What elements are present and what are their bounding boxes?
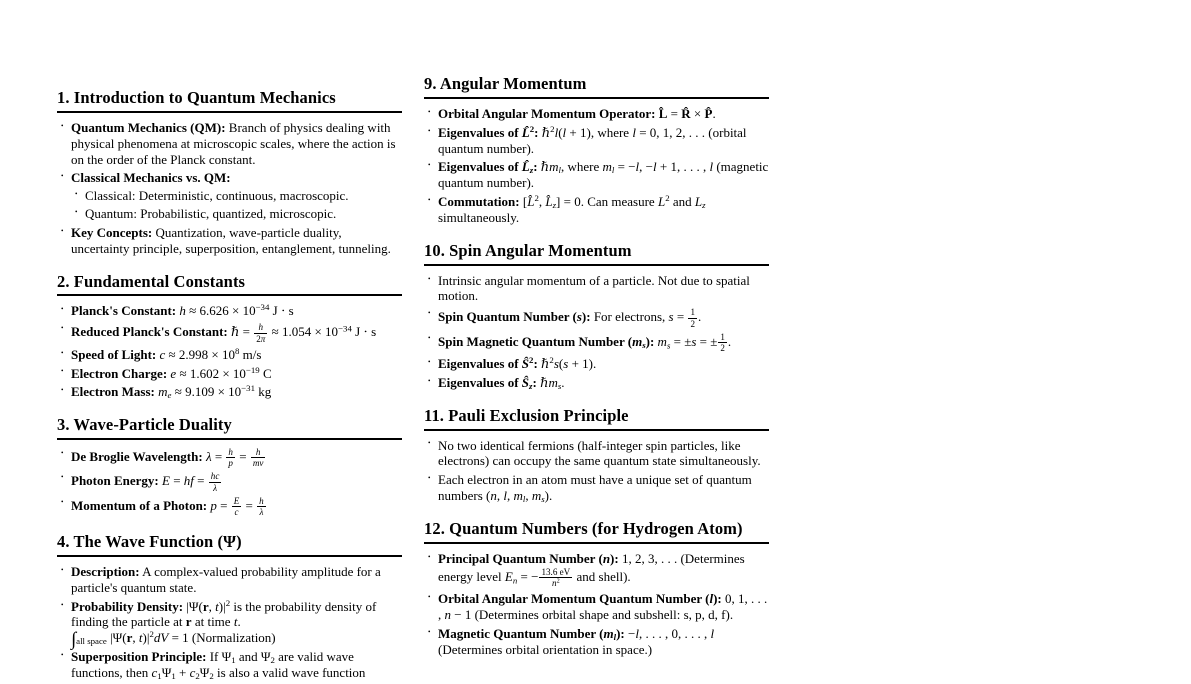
section-item-list bbox=[424, 438, 769, 504]
section-item-list bbox=[57, 303, 402, 400]
fraction: $\frac{E}{c}$ bbox=[233, 495, 240, 517]
section-heading: 3. Wave-Particle Duality bbox=[57, 415, 402, 440]
section-heading: 1. Introduction to Quantum Mechanics bbox=[57, 88, 402, 113]
section-item-list bbox=[57, 447, 402, 517]
column-right bbox=[424, 74, 769, 660]
section-fundamental-constants bbox=[57, 272, 402, 401]
list-item: • Eigenvalues of $L̂_z$: ℏm$_l$, where $m_l = -l$, −l + 1, . . . , l (magnetic quantum number). bbox=[438, 159, 769, 191]
integral-symbol: ∫ bbox=[71, 629, 77, 651]
section-intro-qm bbox=[57, 88, 402, 257]
list-item: • No two identical fermions (half-integer spin particles, like electrons) can occupy the same quantum state simultaneously. bbox=[438, 438, 769, 470]
list-item: • Momentum of a Photon: p = $\frac{E}{c}$ = $\frac{h}{\lambda}$ bbox=[71, 496, 402, 517]
section-heading: 11. Pauli Exclusion Principle bbox=[424, 406, 769, 431]
fraction: $\frac{hc}{\lambda}$ bbox=[210, 471, 220, 493]
fraction: $\frac{h}{\lambda}$ bbox=[259, 495, 264, 517]
list-item: • Each electron in an atom must have a unique set of quantum numbers (n, l, $m_l$, $m_s$). bbox=[438, 472, 769, 504]
sub-list-item: • Classical: Deterministic, continuous, macroscopic. bbox=[85, 188, 402, 204]
section-heading: 2. Fundamental Constants bbox=[57, 272, 402, 297]
section-heading: 10. Spin Angular Momentum bbox=[424, 241, 769, 266]
section-quantum-numbers bbox=[424, 519, 769, 657]
section-item-list bbox=[57, 120, 402, 257]
fraction: $\frac{h}{mv}$ bbox=[252, 447, 264, 469]
list-item: • Electron Charge: $e \approx 1.602 \times 10^{-19}$ C bbox=[71, 366, 402, 382]
sub-list bbox=[71, 188, 402, 222]
section-item-list bbox=[424, 273, 769, 391]
list-item: • Planck's Constant: $h \approx 6.626 \times 10^{-34}$ J ⋅ s bbox=[71, 303, 402, 319]
list-item: • Magnetic Quantum Number $(m_l)$: −l, . . . , 0, . . . , l (Determines orbital orientation in space.) bbox=[438, 626, 769, 658]
list-item: • Speed of Light: $c \approx 2.998 \times 10^8$ m/s bbox=[71, 347, 402, 363]
list-item: • Quantum Mechanics (QM): Branch of physics dealing with physical phenomena at microscopic scales, where the action is on the order of the Planck constant. bbox=[71, 120, 402, 168]
list-item: • Eigenvalues of L̂$^2$: ℏ$^2$l(l + 1), where l = 0, 1, 2, . . . (orbital quantum number). bbox=[438, 125, 769, 157]
list-item: • Superposition Principle: If $\Psi_1$ and $\Psi_2$ are valid wave functions, then $c_1\Psi_1 + c_2\Psi_2$ is also a valid wave function bbox=[71, 649, 402, 681]
list-item: • Electron Mass: $m_e \approx 9.109 \times 10^{-31}$ kg bbox=[71, 384, 402, 400]
section-heading: 4. The Wave Function (Ψ) bbox=[57, 532, 402, 557]
list-item: • Description: A complex-valued probability amplitude for a particle's quantum state. bbox=[71, 564, 402, 596]
fraction: $\frac{1}{2}$ bbox=[720, 331, 725, 353]
section-item-list bbox=[424, 106, 769, 226]
list-item: • Classical Mechanics vs. QM: • Classical: Deterministic, continuous, macroscopic. • Quantum: Probabilistic, quantized, microscopic. bbox=[71, 170, 402, 222]
section-pauli-exclusion bbox=[424, 406, 769, 504]
section-angular-momentum bbox=[424, 74, 769, 226]
section-spin-angular-momentum bbox=[424, 241, 769, 391]
list-item: • Key Concepts: Quantization, wave-particle duality, uncertainty principle, superposition, entanglement, tunneling. bbox=[71, 225, 402, 257]
section-wave-function bbox=[57, 532, 402, 681]
list-item: • Intrinsic angular momentum of a particle. Not due to spatial motion. bbox=[438, 273, 769, 305]
section-wave-particle-duality bbox=[57, 415, 402, 517]
fraction: $\frac{13.6 eV}{n^2}$ bbox=[541, 566, 571, 588]
list-item: • Reduced Planck's Constant: ℏ = $\frac{h}{2\pi}$ ≈ $1.054 \times 10^{-34}$ J ⋅ s bbox=[71, 322, 402, 343]
list-item: • Orbital Angular Momentum Operator: L̂ = R̂ × P̂. bbox=[438, 106, 769, 122]
list-item: • Photon Energy: E = hf = $\frac{hc}{\lambda}$ bbox=[71, 471, 402, 492]
list-item: • Spin Magnetic Quantum Number $(m_s)$: $m_s = \pm s$ = ± $\frac{1}{2}$ . bbox=[438, 332, 769, 353]
list-item: • Eigenvalues of $Ŝ^2$: ℏ$^2$s(s + 1). bbox=[438, 356, 769, 372]
list-item: • De Broglie Wavelength: λ = $\frac{h}{p}$ = $\frac{h}{mv}$ bbox=[71, 447, 402, 468]
list-item: • Eigenvalues of $Ŝ_z$: ℏm$_s$. bbox=[438, 375, 769, 391]
list-item: • Commutation: [L̂$^2$, $L̂_z] = 0$. Can measure $L^2$ and $L_z$ simultaneously. bbox=[438, 194, 769, 226]
section-heading: 12. Quantum Numbers (for Hydrogen Atom) bbox=[424, 519, 769, 544]
list-item: • Spin Quantum Number (s): For electrons, s = $\frac{1}{2}$ . bbox=[438, 307, 769, 328]
fraction: $\frac{h}{2\pi}$ bbox=[256, 322, 266, 344]
section-item-list bbox=[424, 551, 769, 658]
fraction: $\frac{1}{2}$ bbox=[690, 307, 695, 329]
section-heading: 9. Angular Momentum bbox=[424, 74, 769, 99]
list-item: • Orbital Angular Momentum Quantum Number (l): 0, 1, . . . , n − 1 (Determines orbital shape and subshell: s, p, d, f). bbox=[438, 591, 769, 623]
section-item-list bbox=[57, 564, 402, 681]
column-left bbox=[57, 88, 402, 684]
sub-list-item: • Quantum: Probabilistic, quantized, microscopic. bbox=[85, 206, 402, 222]
fraction: $\frac{h}{p}$ bbox=[228, 447, 233, 469]
list-item: • Probability Density: |Ψ(r, $t)|^2$ is the probability density of finding the particle at r at time t. $\int_{all space}$ |Ψ(r, $t)|^2dV = 1$ (Normalization) bbox=[71, 599, 402, 647]
list-item: • Principal Quantum Number (n): 1, 2, 3, . . . (Determines energy level $E_n$ = − $\frac{13.6 eV}{n^2}$ and shell). bbox=[438, 551, 769, 588]
